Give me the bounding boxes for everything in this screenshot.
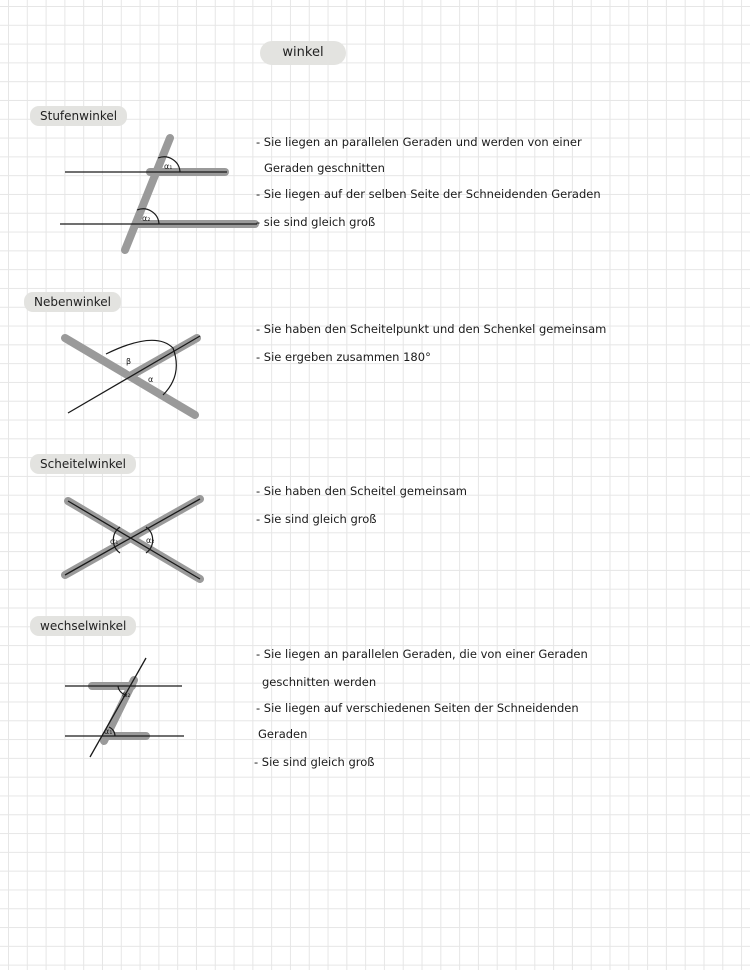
nebenwinkel-line-1: - Sie haben den Scheitelpunkt und den Schenkel gemeinsam xyxy=(256,322,607,336)
label-wechsel-alpha1: α₁ xyxy=(104,727,113,736)
heading-wechselwinkel: wechselwinkel xyxy=(30,616,136,636)
label-alpha: α xyxy=(148,375,154,384)
label-beta: β xyxy=(126,357,132,366)
scheitelwinkel-diagram xyxy=(60,493,210,588)
wechselwinkel-diagram xyxy=(60,655,190,763)
page-title: winkel xyxy=(260,41,346,65)
label-alpha1: α₁ xyxy=(164,162,173,171)
heading-scheitelwinkel: Scheitelwinkel xyxy=(30,454,136,474)
wechselwinkel-line-1: - Sie liegen an parallelen Geraden, die von einer Geraden xyxy=(256,647,588,661)
label-wechsel-alpha2: α₂ xyxy=(122,690,131,699)
wechselwinkel-line-3: - Sie liegen auf verschiedenen Seiten der Schneidenden xyxy=(256,701,579,715)
stufenwinkel-line-3: - Sie liegen auf der selben Seite der Schneidenden Geraden xyxy=(256,187,601,201)
nebenwinkel-diagram xyxy=(60,330,210,425)
heading-stufenwinkel: Stufenwinkel xyxy=(30,106,127,126)
stufenwinkel-line-2: Geraden geschnitten xyxy=(264,161,385,175)
heading-nebenwinkel: Nebenwinkel xyxy=(24,292,121,312)
wechselwinkel-line-4: Geraden xyxy=(258,727,308,741)
wechselwinkel-line-2: geschnitten werden xyxy=(262,675,377,689)
stufenwinkel-diagram xyxy=(55,138,255,258)
scheitelwinkel-line-2: - Sie sind gleich groß xyxy=(256,512,377,526)
scheitelwinkel-line-1: - Sie haben den Scheitel gemeinsam xyxy=(256,484,467,498)
stufenwinkel-line-1: - Sie liegen an parallelen Geraden und werden von einer xyxy=(256,135,582,149)
wechselwinkel-line-5: - Sie sind gleich groß xyxy=(254,755,375,769)
stufenwinkel-line-4: - sie sind gleich groß xyxy=(256,215,376,229)
label-alpha2: α₂ xyxy=(142,214,151,223)
label-scheitel-alpha2: α₂ xyxy=(146,536,155,545)
nebenwinkel-line-2: - Sie ergeben zusammen 180° xyxy=(256,350,431,364)
label-scheitel-alpha1: α₁ xyxy=(110,537,119,546)
